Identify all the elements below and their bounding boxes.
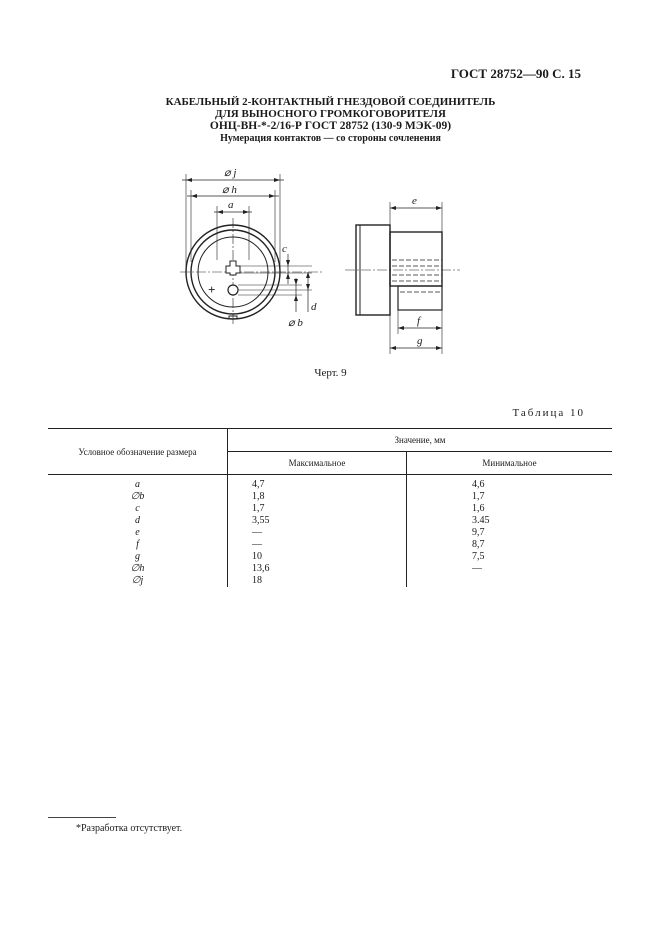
label-g: g — [417, 335, 423, 347]
min-cell: 3.45 — [472, 515, 490, 526]
table-row — [48, 539, 612, 551]
header-max: Максимальное — [228, 452, 407, 475]
max-cell: 1,8 — [228, 491, 407, 503]
param-cell: f — [48, 539, 228, 551]
page-header: ГОСТ 28752—90 С. 15 — [450, 66, 581, 81]
header-param: Условное обозначение размера — [48, 429, 228, 475]
label-f: f — [417, 315, 421, 327]
table-row — [48, 551, 612, 563]
table-row — [48, 503, 612, 515]
contact-hole — [228, 285, 238, 295]
label-b: ⌀ b — [288, 317, 303, 329]
header-value: Значение, мм — [228, 429, 613, 452]
min-cell: 8,7 — [472, 539, 485, 550]
table-row — [48, 475, 612, 492]
min-cell: 1,6 — [472, 503, 485, 514]
param-cell: e — [48, 527, 228, 539]
max-cell: — — [228, 527, 407, 539]
table-row — [48, 527, 612, 539]
max-cell: 10 — [228, 551, 407, 563]
title-line-1: КАБЕЛЬНЫЙ 2-КОНТАКТНЫЙ ГНЕЗДОВОЙ СОЕДИНИТЕЛЬ — [165, 96, 496, 108]
header-min: Минимальное — [407, 452, 613, 475]
table-row — [48, 575, 612, 587]
label-j: ⌀ j — [224, 167, 237, 179]
param-cell: g — [48, 551, 228, 563]
label-a: a — [228, 199, 234, 211]
param-cell: d — [48, 515, 228, 527]
dimensions-table — [48, 428, 612, 587]
max-cell: 1,7 — [228, 503, 407, 515]
table-row — [48, 563, 612, 575]
param-cell: ∅h — [48, 563, 228, 575]
max-cell: — — [228, 539, 407, 551]
min-cell: — — [472, 563, 482, 574]
min-cell: 7,5 — [472, 551, 485, 562]
side-contact — [398, 286, 442, 310]
param-cell: c — [48, 503, 228, 515]
max-cell: 4,7 — [228, 475, 407, 492]
contact-numbering-note: Нумерация контактов — со стороны сочленения — [220, 133, 441, 144]
label-plus: + — [208, 282, 216, 297]
connector-drawing — [160, 162, 480, 358]
param-cell: a — [48, 475, 228, 492]
table-row — [48, 515, 612, 527]
param-cell: ∅j — [48, 575, 228, 587]
label-c: c — [282, 243, 287, 255]
label-h: ⌀ h — [222, 184, 237, 196]
key-slot — [226, 261, 240, 275]
max-cell: 3,55 — [228, 515, 407, 527]
table-label: Таблица 10 — [512, 407, 585, 419]
max-cell: 18 — [228, 575, 407, 587]
title-line-2: ДЛЯ ВЫНОСНОГО ГРОМКОГОВОРИТЕЛЯ — [215, 108, 446, 120]
param-cell: ∅b — [48, 491, 228, 503]
label-e: e — [412, 195, 417, 207]
max-cell: 13,6 — [228, 563, 407, 575]
min-cell: 1,7 — [472, 491, 485, 502]
footnote-rule — [48, 817, 116, 818]
title-line-3: ОНЦ-ВН-*-2/16-Р ГОСТ 28752 (130-9 МЭК-09) — [209, 120, 452, 132]
label-d: d — [311, 301, 317, 313]
side-body — [390, 232, 442, 286]
min-cell — [407, 575, 613, 587]
min-cell: 9,7 — [472, 527, 485, 538]
min-cell: 4,6 — [472, 479, 485, 490]
table-row — [48, 491, 612, 503]
footnote: *Разработка отсутствует. — [76, 823, 183, 834]
figure-caption: Черт. 9 — [314, 367, 347, 379]
